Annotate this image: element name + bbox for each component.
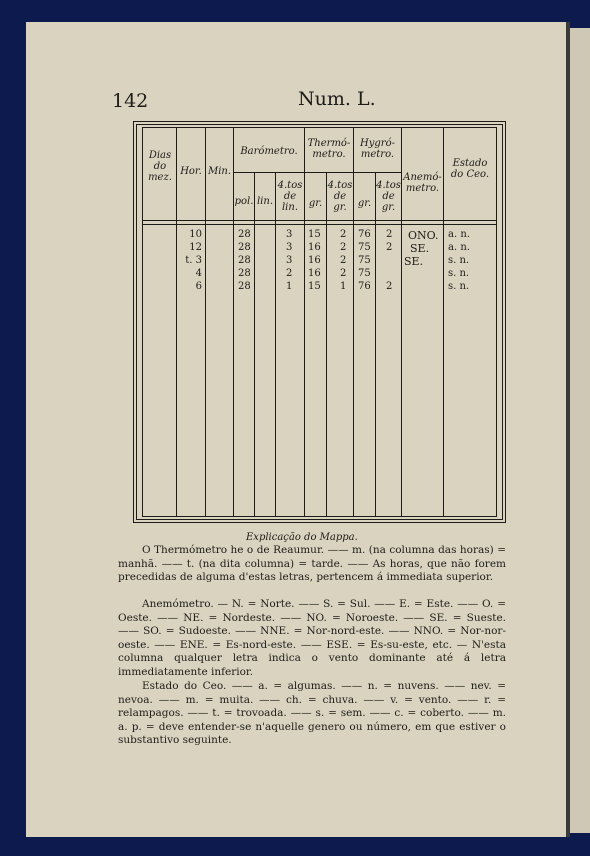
col-header-quartos-lin: 4.tos de lin.: [277, 180, 303, 213]
col-header-therm-quartos: 4.tos de gr.: [327, 180, 353, 213]
col-header-therm-gr: gr.: [308, 198, 323, 209]
facing-page-edge: [570, 28, 590, 833]
cell-estado: a. n.: [448, 229, 470, 240]
explanation-paragraph: O Thermómetro he o de Reaumur. —— m. (na columna das horas) = manhã. —— t. (na dita columna) = tarde. —— As horas, que não forem precedidas de alguma d'estas letras, pertencem á immediata superior.: [118, 544, 506, 583]
cell-estado: s. n.: [448, 281, 470, 292]
cell-therm-gr: 15: [308, 281, 321, 292]
col-rule: [176, 128, 177, 516]
cell-estado: a. n.: [448, 242, 470, 253]
cell-therm-q: 2: [340, 268, 347, 279]
cell-lin: 2: [286, 268, 293, 279]
cell-lin: 3: [286, 255, 293, 266]
cell-therm-gr: 16: [308, 255, 321, 266]
col-header-min: Min.: [207, 166, 232, 177]
header-rule: [143, 220, 496, 221]
col-header-pol: pol.: [234, 196, 254, 207]
cell-dia: t. 3: [185, 255, 202, 266]
cell-therm-q: 2: [340, 255, 347, 266]
explanation-paragraph: Anemómetro. — N. = Norte. —— S. = Sul. —— E. = Este. —— O. = Oeste. —— NE. = Nordeste. —— NO. = Noroeste. —— SE. = Sueste. —— SO. = Sudoeste. —— NNE. = Nor-nord-este. —— NNO. = Nor-nor-oeste. —— ENE. = Es-nord-este. —— ESE. = Es-su-este, etc. — N'esta columna qualquer letra indica o vento dominante até á letra immediatamente inferior.: [118, 598, 506, 678]
col-header-anemometro: Anemó-metro.: [403, 172, 442, 194]
cell-therm-q: 2: [340, 242, 347, 253]
col-header-dias: Dias do mez.: [148, 150, 172, 183]
cell-pol: 28: [238, 255, 251, 266]
col-header-hygro-quartos: 4.tos de gr.: [376, 180, 401, 213]
cell-dia: 6: [195, 281, 202, 292]
col-header-thermometro: Thermó-metro.: [307, 138, 351, 160]
cell-dia: 10: [189, 229, 202, 240]
cell-estado: s. n.: [448, 268, 470, 279]
cell-lin: 3: [286, 229, 293, 240]
col-header-barometro: Barómetro.: [240, 146, 298, 157]
table-caption: Explicação do Mappa.: [246, 532, 358, 543]
cell-vento: ONO.: [408, 229, 439, 242]
cell-dia: 12: [189, 242, 202, 253]
cell-therm-q: 2: [340, 229, 347, 240]
cell-therm-gr: 16: [308, 268, 321, 279]
page-number: 142: [112, 90, 149, 112]
cell-hygro-q: 2: [386, 281, 393, 292]
cell-estado: s. n.: [448, 255, 470, 266]
cell-hygro-q: 2: [386, 229, 393, 240]
cell-pol: 28: [238, 242, 251, 253]
cell-hygro-gr: 75: [358, 268, 371, 279]
cell-vento: SE.: [410, 242, 430, 255]
explanation-paragraph: Estado do Ceo. —— a. = algumas. —— n. = nuvens. —— nev. = nevoa. —— m. = muita. —— ch. = chuva. —— v. = vento. —— r. = relampagos. —— t. = trovoada. —— s. = sem. —— c. = coberto. —— m. a. p. = deve entender-se n'aquelle genero ou número, em que estiver o substantivo seguinte.: [118, 680, 506, 746]
cell-dia: 4: [195, 268, 202, 279]
cell-lin: 1: [286, 281, 293, 292]
cell-hygro-q: 2: [386, 242, 393, 253]
running-header: Num. L.: [298, 88, 376, 110]
cell-hygro-gr: 75: [358, 242, 371, 253]
cell-pol: 28: [238, 281, 251, 292]
cell-pol: 28: [238, 229, 251, 240]
cell-lin: 3: [286, 242, 293, 253]
col-header-estado: Estado do Ceo.: [450, 158, 490, 180]
cell-pol: 28: [238, 268, 251, 279]
col-rule: [304, 128, 305, 516]
col-header-lin: lin.: [256, 196, 273, 207]
col-rule: [233, 128, 234, 516]
cell-therm-q: 1: [340, 281, 347, 292]
cell-vento: SE.: [404, 255, 424, 268]
cell-therm-gr: 15: [308, 229, 321, 240]
header-rule: [143, 224, 496, 225]
cell-hygro-gr: 76: [358, 229, 371, 240]
col-header-hygrometro: Hygró-metro.: [360, 138, 395, 160]
cell-hygro-gr: 75: [358, 255, 371, 266]
header-subrule: [233, 172, 401, 173]
col-rule: [443, 128, 444, 516]
col-rule: [205, 128, 206, 516]
col-header-hor: Hor.: [180, 166, 202, 177]
cell-hygro-gr: 76: [358, 281, 371, 292]
col-header-hygro-gr: gr.: [357, 198, 372, 209]
col-rule: [353, 128, 354, 516]
cell-therm-gr: 16: [308, 242, 321, 253]
